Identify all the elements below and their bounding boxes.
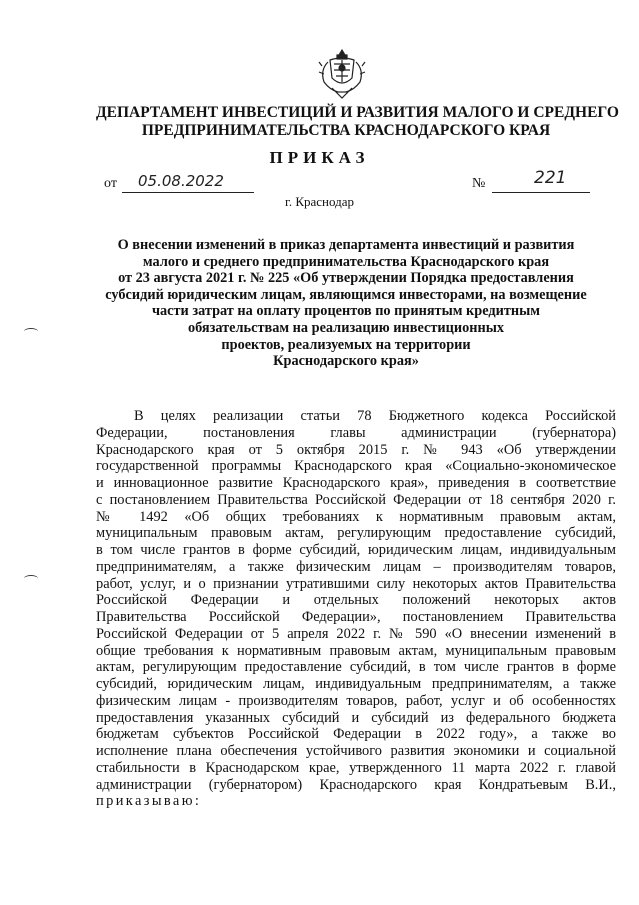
title-line: малого и среднего предпринимательства Краснодарского края bbox=[142, 253, 550, 270]
org-line-2: ПРЕДПРИНИМАТЕЛЬСТВА КРАСНОДАРСКОГО КРАЯ bbox=[141, 122, 551, 139]
body-line: субсидий, юридическим лицам, индивидуальным предпринимателям, а также bbox=[96, 676, 616, 692]
title-line: О внесении изменений в приказ департамента инвестиций и развития bbox=[117, 237, 575, 253]
body-line: работ, услуг, и о признании утратившими силу некоторых актов Правительства bbox=[96, 575, 616, 592]
org-line-1: ДЕПАРТАМЕНТ ИНВЕСТИЦИЙ И РАЗВИТИЯ МАЛОГО И СРЕДНЕГО bbox=[96, 104, 619, 121]
preamble-paragraph bbox=[96, 408, 616, 810]
organization-name bbox=[96, 104, 619, 140]
body-line: актам, регулирующим предоставление субсидий, в том числе грантов в форме bbox=[96, 659, 616, 676]
body-line: с постановлением Правительства Российской Федерации от 18 сентября 2020 г. bbox=[96, 491, 616, 508]
body-line: предоставления указанных субсидий и субсидий из федерального бюджета bbox=[96, 709, 616, 726]
date-underline bbox=[122, 192, 254, 193]
body-line: Правительства Российской Федерации», постановлением Правительства bbox=[96, 609, 616, 625]
body-line-order-verb: приказываю: bbox=[96, 793, 202, 810]
margin-mark bbox=[24, 328, 38, 335]
title-line: обязательствам на реализацию инвестиционных bbox=[187, 319, 505, 336]
city: г. Краснодар bbox=[284, 194, 355, 209]
body-line: стабильности в Краснодарском крае, утвержденного 11 марта 2022 г. главой bbox=[96, 759, 616, 776]
body-line: администрации (губернатором) Краснодарского края Кондратьевым В.И., bbox=[96, 776, 616, 793]
date-label: от bbox=[104, 176, 117, 191]
number-underline bbox=[492, 192, 590, 193]
body-line: Краснодарского края от 5 октября 2015 г. № 943 «Об утверждении bbox=[96, 441, 616, 458]
body-line: Российской Федерации и отдельных положений некоторых актов bbox=[96, 592, 616, 609]
date-field bbox=[104, 172, 264, 194]
document-type: ПРИКАЗ bbox=[269, 148, 370, 167]
body-line: В целях реализации статьи 78 Бюджетного кодекса Российской bbox=[134, 408, 616, 424]
title-line: части затрат на оплату процентов по принятым кредитным bbox=[151, 303, 541, 320]
body-line: бюджетам субъектов Российской Федерации в 2022 году», а также во bbox=[96, 726, 616, 743]
body-line: физическим лицам - производителям товаров, работ, услуг и об особенностях bbox=[96, 692, 616, 709]
body-line: государственной программы Краснодарского края «Социально-экономическое bbox=[96, 458, 616, 475]
order-title bbox=[96, 237, 596, 370]
handwritten-date: 05.08.2022 bbox=[138, 172, 224, 190]
body-line: муниципальным правовым актам, регулирующим предоставление субсидий, bbox=[96, 525, 616, 542]
body-line: № 1492 «Об общих требованиях к нормативным правовым актам, bbox=[96, 508, 616, 525]
body-line: общие требования к нормативным правовым актам, муниципальным правовым bbox=[96, 642, 616, 659]
body-line: в том числе грантов в форме субсидий, юридическим лицам, индивидуальным bbox=[96, 542, 616, 558]
number-field bbox=[472, 168, 602, 194]
body-line: Российской Федерации от 5 апреля 2022 г. № 590 «О внесении изменений в bbox=[96, 625, 616, 642]
body-line: предпринимателям, а также физическим лицам – производителям товаров, bbox=[96, 558, 616, 575]
body-line: исполнение плана обеспечения устойчивого развития экономики и социальной bbox=[96, 743, 616, 759]
title-line: субсидий юридическим лицам, являющимся инвесторами, на возмещение bbox=[105, 286, 587, 303]
coat-of-arms-emblem bbox=[318, 48, 366, 100]
margin-mark bbox=[24, 575, 38, 582]
body-line: Федерации, постановления главы администрации (губернатора) bbox=[96, 424, 616, 441]
title-line: от 23 августа 2021 г. № 225 «Об утверждении Порядка предоставления bbox=[118, 270, 574, 287]
number-label: № bbox=[472, 176, 486, 191]
title-line: проектов, реализуемых на территории bbox=[221, 336, 471, 353]
body-line: и инновационное развитие Краснодарского края», приведения в соответствие bbox=[96, 475, 616, 491]
handwritten-number: 221 bbox=[534, 168, 567, 188]
title-line: Краснодарского края» bbox=[273, 353, 419, 370]
